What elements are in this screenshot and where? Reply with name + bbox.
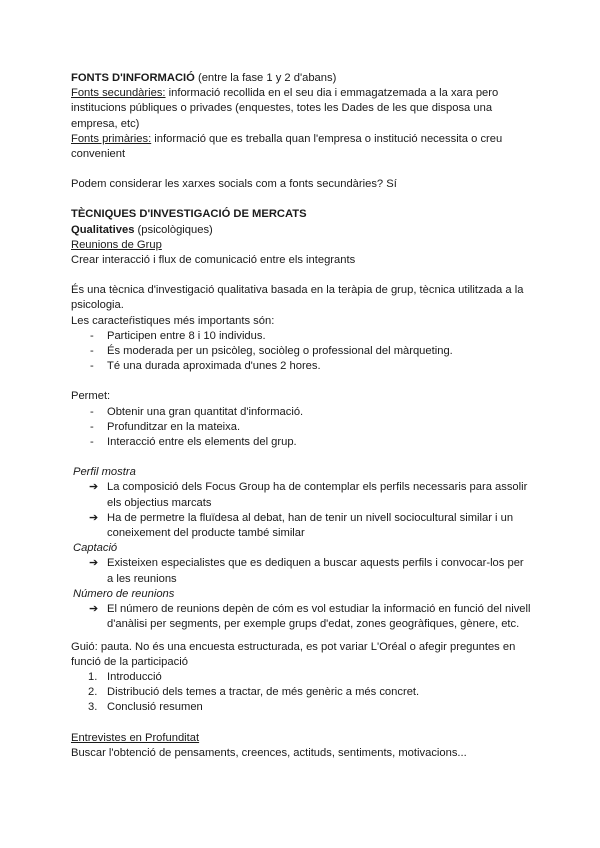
list-item [71,602,531,632]
list-item-text: Participen entre 8 i 10 individus. [107,329,266,342]
list-item [71,700,531,715]
list-item [71,329,531,344]
permet-label: Permet: [71,390,111,403]
primary-label: Fonts primàries: [71,132,152,145]
arrow-icon: ➔ [89,511,99,524]
list-item-text: Profunditzar en la mateixa. [107,420,241,433]
guio-paragraph: Guió: pauta. No és una encuesta estructurada, es pot variar L'Oréal o afegir preguntes en funció de la participació [71,640,516,668]
caracteristiques-list [71,329,531,375]
fonts-title-note: (entre la fase 1 y 2 d'abans) [194,72,337,84]
list-item-text: El número de reunions depèn de cóm es vol estudiar la informació en funció del nivell d'anàlisi per segments, per exemple grups d'edat, zones geogràfiques, gènere, etc. [107,603,531,631]
list-item-text: Distribució dels temes a tractar, de més genèric a més concret. [107,686,420,699]
reunions-title: Reunions de Grup [71,238,162,251]
reunions-desc: Crear interacció i flux de comunicació entre els integrants [71,254,356,267]
arrow-icon: ➔ [89,603,99,616]
list-item-text: Obtenir una gran quantitat d'informació. [107,405,304,418]
dash-marker: - [90,420,94,433]
numero-label: Número de reunions [73,587,175,600]
list-item [71,435,531,450]
list-item [71,685,531,700]
list-item-text: Té una durada aproximada d'unes 2 hores. [107,360,321,373]
list-item [71,420,531,435]
number-marker: 3. [88,701,98,714]
secondary-label: Fonts secundàries: [71,87,166,100]
arrow-icon: ➔ [89,481,99,494]
list-item [71,670,531,685]
list-item-text: És moderada per un psicòleg, sociòleg o professional del màrqueting. [107,345,453,358]
dash-marker: - [90,345,94,358]
dash-marker: - [90,436,94,449]
perfil-label: Perfil mostra [73,466,136,479]
primary-text: informació que es treballa quan l'empresa o institució necessita o creu convenient [71,132,503,161]
qualitatives-label: Qualitatives [71,223,135,236]
perfil-list [71,480,531,541]
guio-steps-list [71,670,531,716]
qualitatives-heading [71,223,531,238]
captacio-label: Captació [73,542,118,555]
tecniques-heading [71,207,531,222]
desc-paragraph-2: Les caracteŕistiques més importants són: [71,314,275,327]
document-content [71,71,531,761]
number-marker: 1. [88,670,98,683]
entrevistes-desc: Buscar l'obtenció de pensaments, creences, actituds, sentiments, motivacions... [71,746,467,759]
list-item [71,480,531,510]
secondary-text: informació recollida en el seu dia i emmagatzemada a la xara pero institucions públiques o privades (enquestes, totes les Dades de les que disposa una empresa, etc) [71,87,499,130]
list-item-text: Existeixen especialistes que es dediquen a buscar aquests perfils i convocar-los per a les reunions [107,557,524,585]
arrow-icon: ➔ [89,557,99,570]
desc-paragraph-1: És una tècnica d'investigació qualitativa basada en la teràpia de grup, tècnica utilitzada a la psicologia. [71,284,524,312]
list-item [71,405,531,420]
fonts-heading [71,71,531,86]
dash-marker: - [90,329,94,342]
primary-sources [71,132,531,162]
list-item [71,344,531,359]
numero-list [71,602,531,632]
dash-marker: - [90,360,94,373]
list-item [71,359,531,374]
list-item-text: Conclusió resumen [107,701,203,714]
tecniques-title: TÈCNIQUES D'INVESTIGACIÓ DE MERCATS [71,208,307,221]
permet-list [71,405,531,451]
list-item [71,511,531,541]
list-item-text: La composició dels Focus Group ha de contemplar els perfils necessaris para assolir els objectius marcats [107,481,528,509]
qualitatives-note: (psicològiques) [134,223,213,236]
social-question: Podem considerar les xarxes socials com a fonts secundàries? Sí [71,178,397,191]
captacio-list [71,556,531,586]
list-item [71,556,531,586]
list-item-text: Interacció entre els elements del grup. [107,436,297,449]
list-item-text: Introducció [107,670,162,683]
list-item-text: Ha de permetre la fluïdesa al debat, han de tenir un nivell sociocultural similar i un coneixement del producte també similar [107,511,514,540]
number-marker: 2. [88,686,98,699]
fonts-title: FONTS D'INFORMACIÓ [71,72,195,84]
dash-marker: - [90,405,94,418]
entrevistes-title: Entrevistes en Profunditat [71,731,200,744]
secondary-sources [71,86,531,132]
